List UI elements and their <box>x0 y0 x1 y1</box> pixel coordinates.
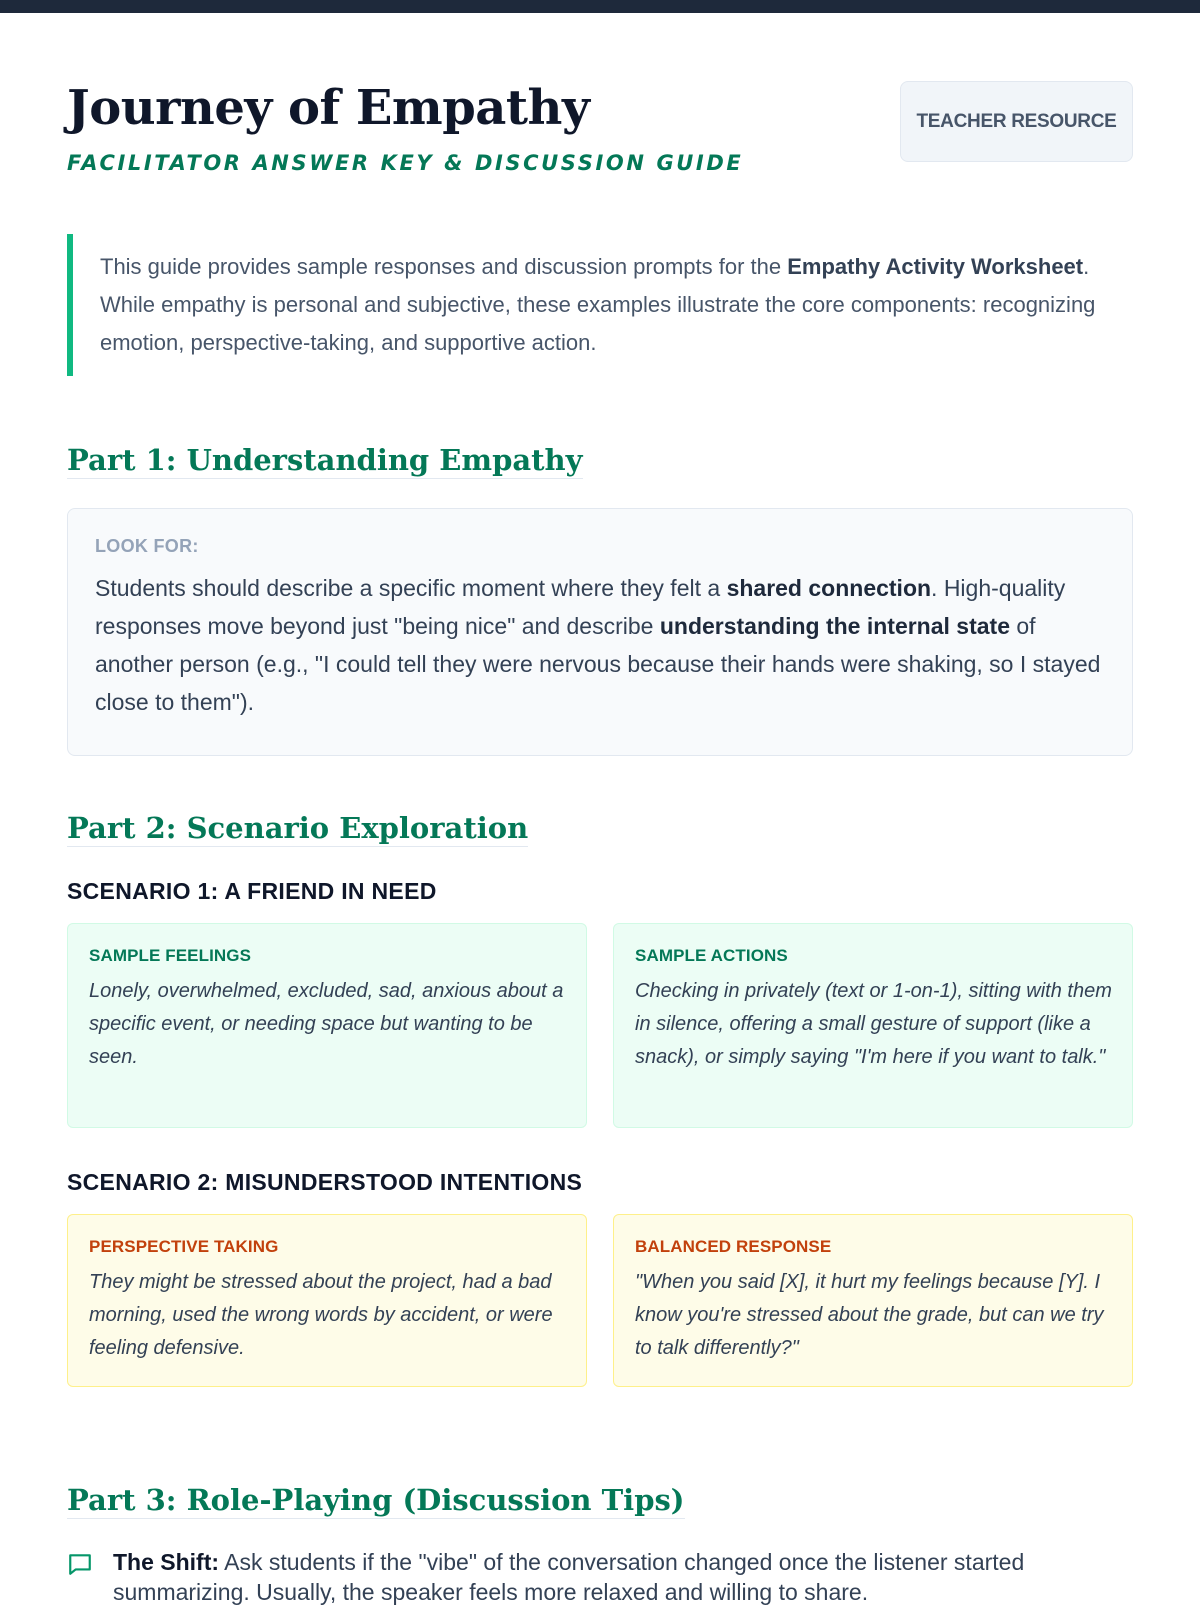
intro-text-before: This guide provides sample responses and discussion prompts for the <box>100 254 788 279</box>
perspective-taking-label: PERSPECTIVE TAKING <box>89 1237 279 1256</box>
part2-heading: Part 2: Scenario Exploration <box>67 811 529 845</box>
intro-callout <box>67 234 1133 376</box>
look-bold-1: shared connection <box>726 575 932 601</box>
part1-heading: Part 1: Understanding Empathy <box>67 443 583 477</box>
top-bar <box>0 0 1200 13</box>
tip-title: The Shift: <box>113 1549 220 1575</box>
part3-heading: Part 3: Role-Playing (Discussion Tips) <box>67 1483 685 1517</box>
page-title: Journey of Empathy <box>67 80 590 136</box>
teacher-resource-badge: TEACHER RESOURCE <box>900 81 1133 162</box>
look-text-3: of another person (e.g., "I could tell they were nervous because their hands were shaking, so I stayed close to them"). <box>95 613 1101 715</box>
sample-feelings-card <box>67 923 587 1128</box>
intro-bold: Empathy Activity Worksheet <box>787 254 1084 279</box>
balanced-response-card <box>613 1214 1133 1387</box>
look-bold-2: understanding the internal state <box>659 613 1010 639</box>
discussion-tip <box>67 1547 1133 1607</box>
sample-actions-text: Checking in privately (text or 1-on-1), sitting with them in silence, offering a small gesture of support (like a snack), or simply saying "I'm here if you want to talk." <box>635 980 1112 1068</box>
chat-bubble-icon <box>67 1551 93 1577</box>
look-for-text <box>95 569 1105 721</box>
sample-actions-label: SAMPLE ACTIONS <box>635 946 788 965</box>
balanced-response-label: BALANCED RESPONSE <box>635 1237 832 1256</box>
look-for-label: LOOK FOR: <box>95 536 199 556</box>
perspective-taking-text: They might be stressed about the project, had a bad morning, used the wrong words by accident, or were feeling defensive. <box>89 1271 553 1359</box>
scenario2-label: SCENARIO 2: MISUNDERSTOOD INTENTIONS <box>67 1169 583 1195</box>
look-for-box <box>67 508 1133 756</box>
perspective-taking-card <box>67 1214 587 1387</box>
sample-feelings-label: SAMPLE FEELINGS <box>89 946 252 965</box>
tip-body: Ask students if the "vibe" of the conversation changed once the listener started summarizing. Usually, the speaker feels more relaxed and willing to share. <box>113 1549 1025 1605</box>
look-text-2: . High-quality responses move beyond just "being nice" and describe <box>95 575 1066 639</box>
balanced-response-text: "When you said [X], it hurt my feelings because [Y]. I know you're stressed about the grade, but can we try to talk differently?" <box>635 1271 1104 1359</box>
tip-text <box>113 1547 1133 1607</box>
scenario1-label: SCENARIO 1: A FRIEND IN NEED <box>67 878 437 904</box>
sample-feelings-text: Lonely, overwhelmed, excluded, sad, anxious about a specific event, or needing space but wanting to be seen. <box>89 980 564 1068</box>
intro-text-after: . While empathy is personal and subjective, these examples illustrate the core components: recognizing emotion, perspective-taking, and supportive action. <box>100 254 1096 355</box>
sample-actions-card <box>613 923 1133 1128</box>
look-text-1: Students should describe a specific moment where they felt a <box>95 575 727 601</box>
page-subtitle: FACILITATOR ANSWER KEY & DISCUSSION GUIDE <box>67 151 744 175</box>
